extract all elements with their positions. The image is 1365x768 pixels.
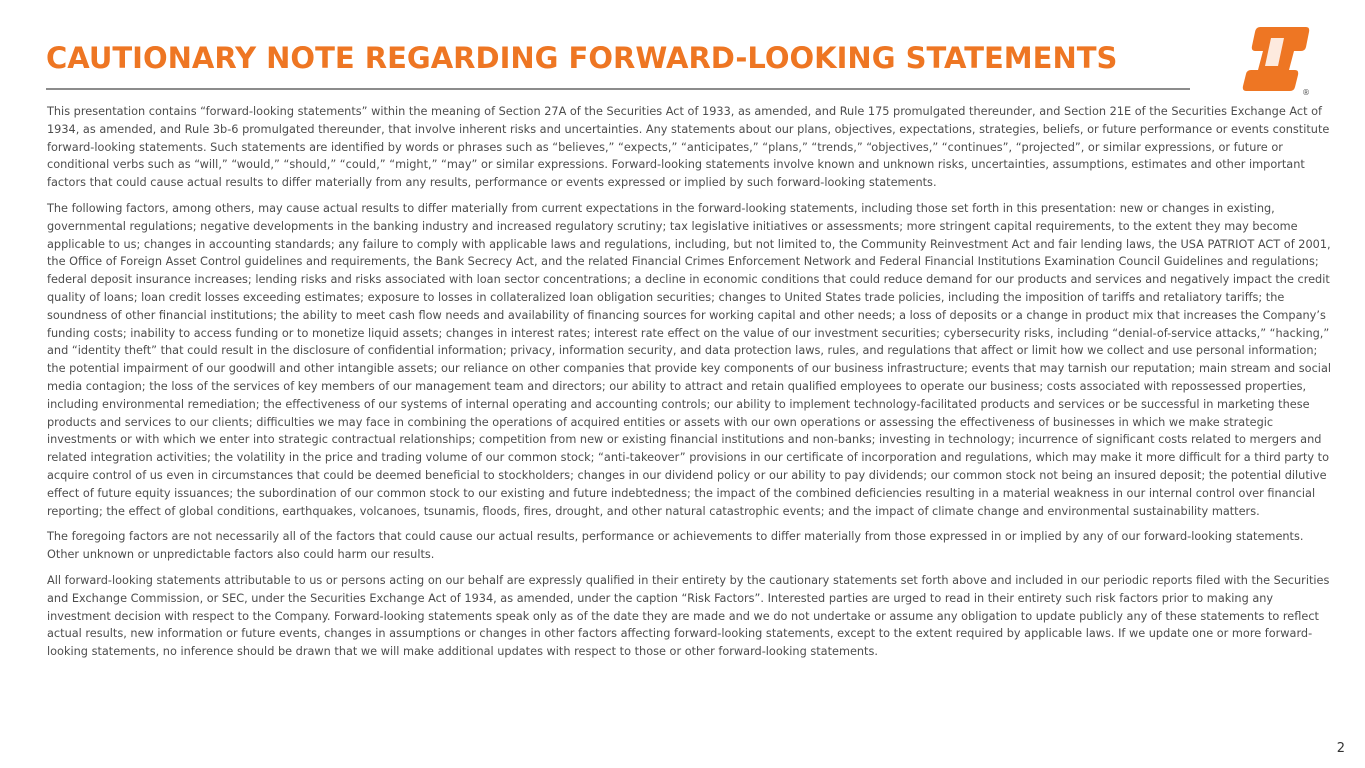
title-divider: [46, 88, 1190, 90]
company-logo: [1240, 24, 1310, 96]
registered-mark: ®: [1302, 88, 1310, 96]
paragraph-foregoing-factors: The foregoing factors are not necessarily all of the factors that could cause our actual results, performance or achievements to differ materially from those expressed in or implied by any of our forward-looking statements. Other unknown or unpredictable factors also could harm our results.: [47, 530, 1304, 562]
paragraph-intro: This presentation contains “forward-looking statements” within the meaning of Section 27A of the Securities Act of 1933, as amended, and Rule 175 promulgated thereunder, and Section 21E of the Securities Exchange Act of 1934, as amended, and Rule 3b-6 promulgated thereunder, that involve inherent risks and uncertainties. Any statements about our plans, objectives, expectations, strategies, beliefs, or future performance or events constitute forward-looking statements. Such statements are identified by words or phrases such as “believes,” “expects,” “anticipates,” “plans,” “trends,” “objectives,” “continues”, “projected”, or similar expressions, or future or conditional verbs such as “will,” “would,” “should,” “could,” “might,” “may” or similar expressions. Forward-looking statements involve known and unknown risks, uncertainties, assumptions, estimates and other important factors that could cause actual results to differ materially from any results, performance or events expressed or implied by such forward-looking statements.: [47, 105, 1330, 190]
disclaimer-body: [47, 103, 1332, 669]
paragraph-qualification: All forward-looking statements attributable to us or persons acting on our behalf are expressly qualified in their entirety by the cautionary statements set forth above and included in our periodic reports filed with the Securities and Exchange Commission, or SEC, under the Securities Exchange Act of 1934, as amended, under the caption “Risk Factors”. Interested parties are urged to read in their entirety such risk factors prior to making any investment decision with respect to the Company. Forward-looking statements speak only as of the date they are made and we do not undertake or assume any obligation to update publicly any of these statements to reflect actual results, new information or future events, changes in assumptions or changes in other factors affecting forward-looking statements, except to the extent required by applicable laws. If we update one or more forward-looking statements, no inference should be drawn that we will make additional updates with respect to those or other forward-looking statements.: [47, 573, 1330, 659]
slide-title: CAUTIONARY NOTE REGARDING FORWARD-LOOKING STATEMENTS: [46, 41, 1118, 75]
page-number: 2: [1336, 741, 1345, 756]
company-logo-icon: [1240, 24, 1310, 96]
paragraph-risk-factors: The following factors, among others, may cause actual results to differ materially from current expectations in the forward-looking statements, including those set forth in this presentation: new or changes in existing, governmental regulations; negative developments in the banking industry and increased regulatory scrutiny; tax legislative initiatives or assessments; more stringent capital requirements, to the extent they may become applicable to us; changes in accounting standards; any failure to comply with applicable laws and regulations, including, but not limited to, the Community Reinvestment Act and fair lending laws, the USA PATRIOT ACT of 2001, the Office of Foreign Asset Control guidelines and requirements, the Bank Secrecy Act, and the related Financial Crimes Enforcement Network and Federal Financial Institutions Examination Council Guidelines and regulations; federal deposit insurance increases; lending risks and risks associated with loan sector concentrations; a decline in economic conditions that could reduce demand for our products and services and negatively impact the credit quality of loans; loan credit losses exceeding estimates; exposure to losses in collateralized loan obligation securities; changes to United States trade policies, including the imposition of tariffs and retaliatory tariffs; the soundness of other financial institutions; the ability to meet cash flow needs and availability of financing sources for working capital and other needs; a loss of deposits or a change in product mix that increases the Company’s funding costs; inability to access funding or to monetize liquid assets; changes in interest rates; interest rate effect on the value of our investment securities; cybersecurity risks, including “denial-of-service attacks,” “hacking,” and “identity theft” that could result in the disclosure of confidential information; privacy, information security, and data protection laws, rules, and regulations that affect or limit how we collect and use personal information; the potential impairment of our goodwill and other intangible assets; our reliance on other companies that provide key components of our business infrastructure; events that may tarnish our reputation; main stream and social media contagion; the loss of the services of key members of our management team and directors; our ability to attract and retain qualified employees to operate our business; costs associated with repossessed properties, including environmental remediation; the effectiveness of our systems of internal operating and accounting controls; our ability to implement technology-facilitated products and services or be successful in marketing these products and services to our clients; difficulties we may face in combining the operations of acquired entities or assets with our own operations or assessing the effectiveness of businesses in which we make strategic investments or with which we enter into strategic contractual relationships; competition from new or existing financial institutions and non-banks; investing in technology; incurrence of significant costs related to mergers and related integration activities; the volatility in the price and trading volume of our common stock; “anti-takeover” provisions in our certificate of incorporation and regulations, which may make it more difficult for a third party to acquire control of us even in circumstances that could be deemed beneficial to stockholders; changes in our dividend policy or our ability to pay dividends; our common stock not being an insured deposit; the potential dilutive effect of future equity issuances; the subordination of our common stock to our existing and future indebtedness; the impact of the combined deficiencies resulting in a material weakness in our internal control over financial reporting; the effect of global conditions, earthquakes, volcanoes, tsunamis, floods, fires, drought, and other natural catastrophic events; and the impact of climate change and environmental sustainability matters.: [47, 201, 1332, 518]
